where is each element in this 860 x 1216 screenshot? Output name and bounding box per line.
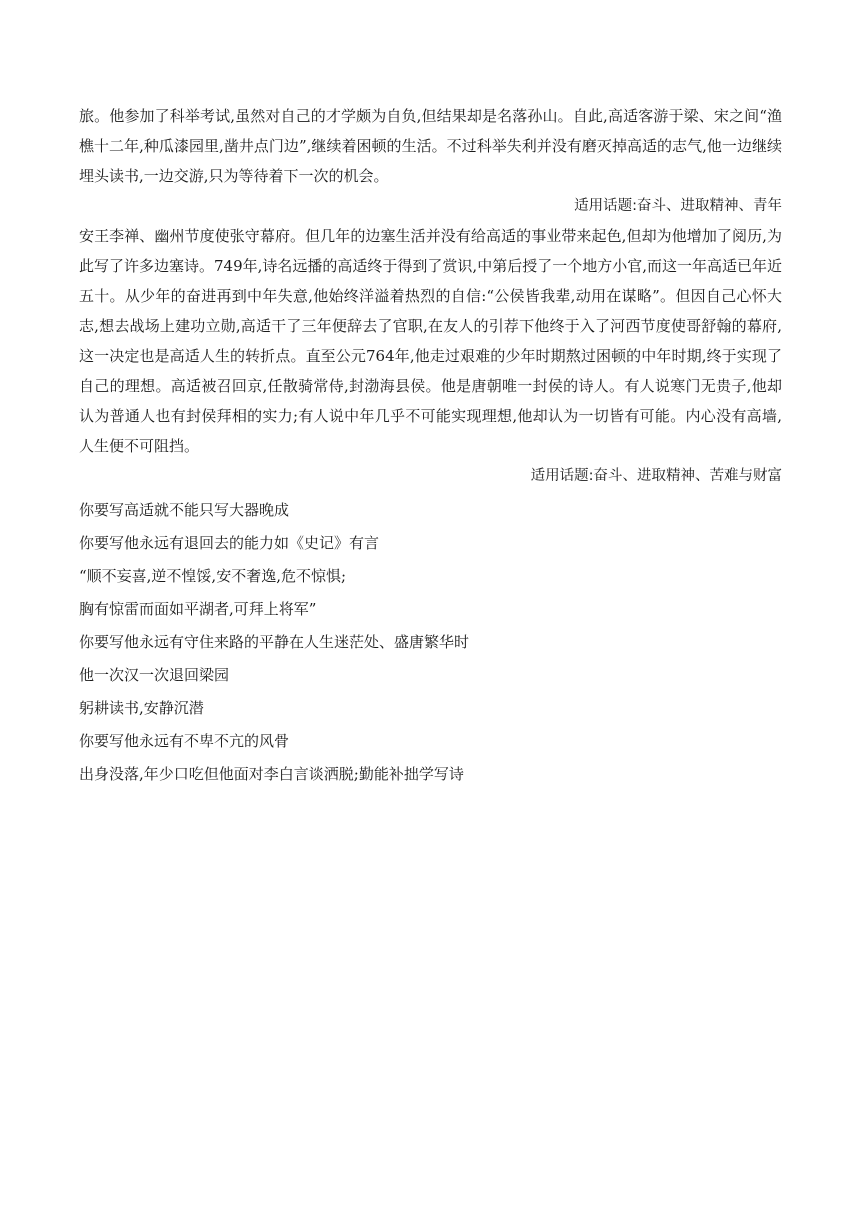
poem-line: 他一次汉一次退回梁园 (79, 666, 230, 684)
poem-line: 你要写高适就不能只写大器晚成 (79, 501, 290, 519)
topic-label-2: 适用话题:奋斗、进取精神、苦难与财富 (530, 468, 782, 484)
poem-line: 胸有惊雷而面如平湖者,可拜上将军” (79, 600, 317, 618)
paragraph-1: 旅。他参加了科举考试,虽然对自己的才学颇为自负,但结果却是名落孙山。自此,高适客游于梁、宋之间“渔樵十二年,种瓜漆园里,凿井点门边”,继续着困顿的生活。不过科举失利并没有磨灭掉高适的志气,他一边继续埋头读书,一边交游,只为等待着下一次的机会。 (79, 107, 782, 185)
poem-line: 你要写他永远有退回去的能力如《史记》有言 (79, 534, 380, 552)
poem-block (79, 494, 782, 791)
poem-line: 躬耕读书,安静沉潜 (79, 699, 204, 717)
poem-line: 你要写他永远有守住来路的平静在人生迷茫处、盛唐繁华时 (79, 633, 470, 651)
poem-line: 你要写他永远有不卑不亢的风骨 (79, 732, 290, 750)
document-body (79, 101, 782, 791)
poem-line: 出身没落,年少口吃但他面对李白言谈洒脱;勤能补拙学写诗 (79, 765, 464, 783)
paragraph-2: 安王李禅、幽州节度使张守幕府。但几年的边塞生活并没有给高适的事业带来起色,但却为他增加了阅历,为此写了许多边塞诗。749年,诗名远播的高适终于得到了赏识,中第后授了一个地方小官,而这一年高适已年近五十。从少年的奋进再到中年失意,他始终洋溢着热烈的自信:“公侯皆我辈,动用在谋略”。但因自己心怀大志,想去战场上建功立勋,高适干了三年便辞去了官职,在友人的引荐下他终于入了河西节度使哥舒翰的幕府,这一决定也是高适人生的转折点。直至公元764年,他走过艰难的少年时期熬过困顿的中年时期,终于实现了自己的理想。高适被召回京,任散骑常侍,封渤海县侯。他是唐朝唯一封侯的诗人。有人说寒门无贵子,他却认为普通人也有封侯拜相的实力;有人说中年几乎不可能实现理想,他却认为一切皆有可能。内心没有高墙,人生便不可阻挡。 (79, 227, 782, 455)
poem-line: “顺不妄喜,逆不惶馁,安不奢逸,危不惊惧; (79, 567, 347, 585)
topic-label-1: 适用话题:奋斗、进取精神、青年 (574, 198, 782, 214)
